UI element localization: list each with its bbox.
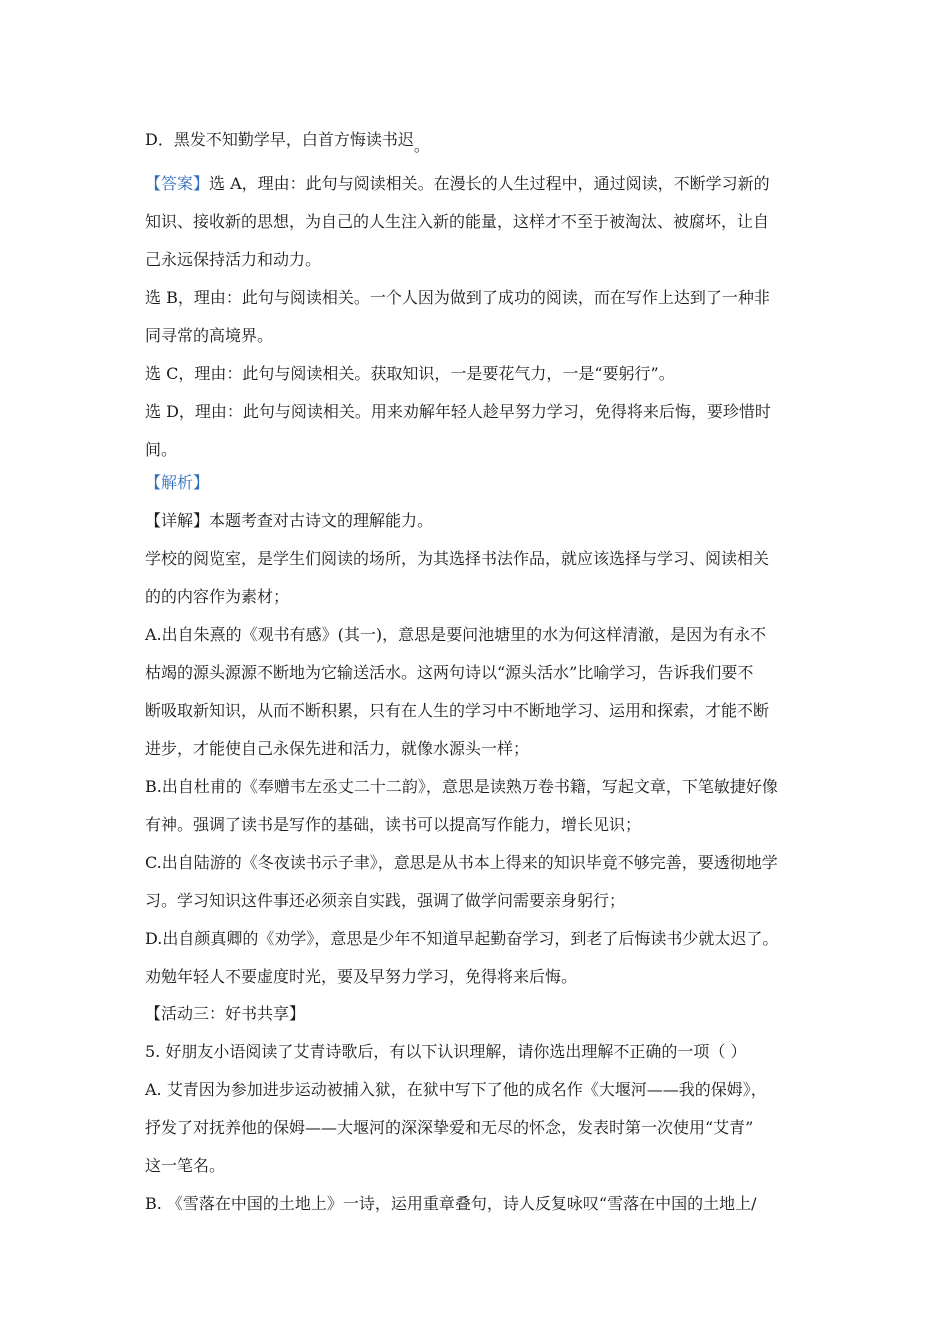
answer-line-3: 己永远保持活力和动力。 <box>145 250 322 269</box>
analysis-line-3: A.出自朱熹的《观书有感》(其一)，意思是要问池塘里的水为何这样清澈，是因为有永不 <box>145 625 767 644</box>
answer-tag: 【答案】 <box>145 174 210 193</box>
answer-line-5: 同寻常的高境界。 <box>145 326 274 345</box>
answer-line-4: 选 B，理由：此句与阅读相关。一个人因为做到了成功的阅读，而在写作上达到了一种非 <box>145 288 770 307</box>
analysis-line-6: 进步，才能使自己永保先进和活力，就像水源头一样； <box>145 739 530 758</box>
question-5-stem: 5. 好朋友小语阅读了艾青诗歌后，有以下认识理解，请你选出理解不正确的一项（ ） <box>145 1042 747 1061</box>
analysis-line-5: 断吸取新知识，从而不断积累，只有在人生的学习中不断地学习、运用和探索，才能不断 <box>145 701 770 720</box>
question-5-option-a-line-2: 抒发了对抚养他的保姆——大堰河的深深挚爱和无尽的怀念，发表时第一次使用“艾青” <box>145 1118 754 1137</box>
answer-line-8: 间。 <box>145 440 178 459</box>
analysis-tag: 【解析】 <box>145 473 210 492</box>
option-d-end-mark: 。 <box>413 136 430 155</box>
question-5-option-a-line-1: A. 艾青因为参加进步运动被捕入狱，在狱中写下了他的成名作《大堰河——我的保姆》， <box>145 1080 767 1099</box>
option-d-text: D．黑发不知勤学早，白首方悔读书迟 <box>145 130 414 149</box>
activity-title: 【活动三：好书共享】 <box>145 1004 306 1023</box>
option-d-line <box>145 128 430 155</box>
answer-line-6: 选 C，理由：此句与阅读相关。获取知识，一是要花气力，一是“要躬行”。 <box>145 364 675 383</box>
answer-line-2: 知识、接收新的思想，为自己的人生注入新的能量，这样才不至于被淘汰、被腐坏，让自 <box>145 212 770 231</box>
detail-tag: 【详解】本题考查对古诗文的理解能力。 <box>145 511 434 530</box>
analysis-line-2: 的的内容作为素材； <box>145 587 290 606</box>
analysis-line-9: C.出自陆游的《冬夜读书示子聿》，意思是从书本上得来的知识毕竟不够完善，要透彻地学 <box>145 853 778 872</box>
analysis-line-11: D.出自颜真卿的《劝学》，意思是少年不知道早起勤奋学习，到老了后悔读书少就太迟了。 <box>145 929 779 948</box>
question-5-option-b-line-1: B. 《雪落在中国的土地上》一诗，运用重章叠句，诗人反复咏叹“雪落在中国的土地上/ <box>145 1194 757 1213</box>
answer-line-1 <box>145 172 770 196</box>
analysis-line-8: 有神。强调了读书是写作的基础，读书可以提高写作能力，增长见识； <box>145 815 642 834</box>
answer-line-7: 选 D，理由：此句与阅读相关。用来劝解年轻人趁早努力学习，免得将来后悔，要珍惜时 <box>145 402 771 421</box>
analysis-line-12: 劝勉年轻人不要虚度时光，要及早努力学习，免得将来后悔。 <box>145 967 578 986</box>
analysis-line-4: 枯竭的源头源源不断地为它输送活水。这两句诗以“源头活水”比喻学习，告诉我们要不 <box>145 663 754 682</box>
analysis-line-1: 学校的阅览室，是学生们阅读的场所，为其选择书法作品，就应该选择与学习、阅读相关 <box>145 549 770 568</box>
answer-text: 选 A，理由：此句与阅读相关。在漫长的人生过程中，通过阅读，不断学习新的 <box>209 174 770 193</box>
analysis-line-7: B.出自杜甫的《奉赠韦左丞丈二十二韵》，意思是读熟万卷书籍，写起文章，下笔敏捷好像 <box>145 777 778 796</box>
question-5-option-a-line-3: 这一笔名。 <box>145 1156 226 1175</box>
analysis-line-10: 习。学习知识这件事还必须亲自实践，强调了做学问需要亲身躬行； <box>145 891 626 910</box>
